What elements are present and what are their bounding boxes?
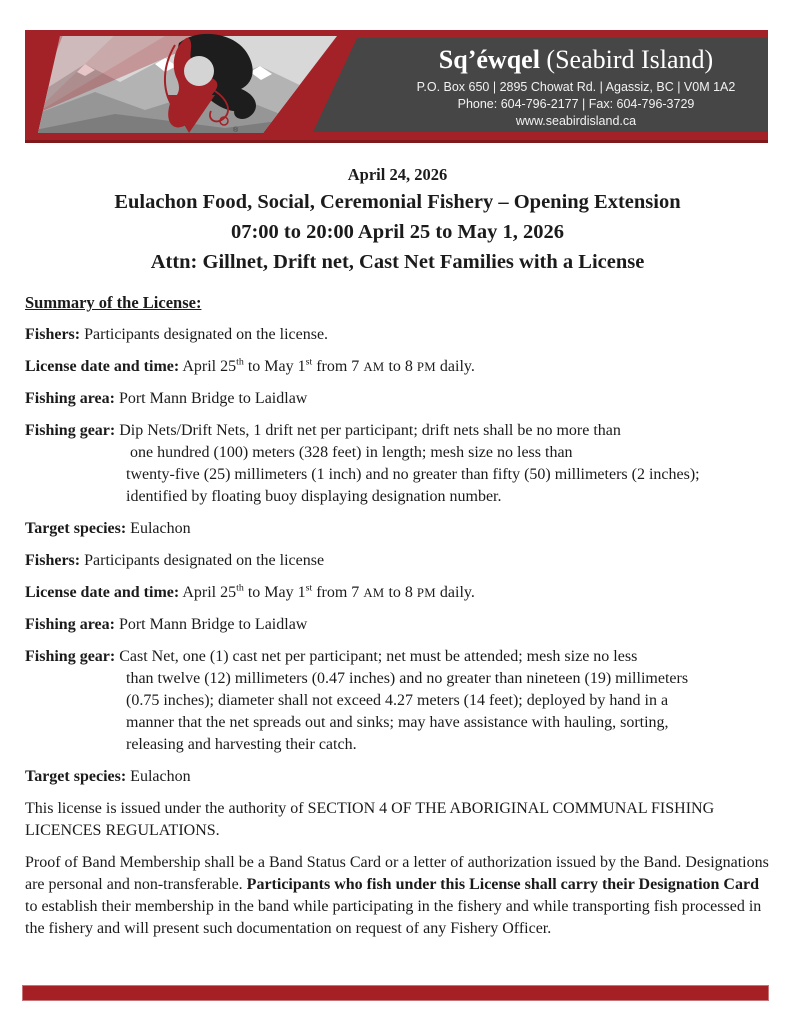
fishers-value: Participants designated on the license. <box>80 326 329 343</box>
datetime-text: to May 1 <box>243 358 306 375</box>
fishers-label: Fishers: <box>25 552 81 569</box>
datetime-text: April 25 <box>179 358 237 375</box>
datetime-text: daily. <box>435 358 475 375</box>
area-value: Port Mann Bridge to Laidlaw <box>114 390 308 407</box>
title-line-3: Attn: Gillnet, Drift net, Cast Net Families with a License <box>150 251 645 273</box>
phone-fax-line: Phone: 604-796-2177 | Fax: 604-796-3729 <box>457 97 695 111</box>
ordinal-suffix: th <box>236 356 244 368</box>
ordinal-suffix: st <box>305 582 313 594</box>
gear-text: Cast Net, one (1) cast net per participant; net must be attended; mesh size no less <box>115 648 638 665</box>
authority-paragraph: This license is issued under the authority of SECTION 4 OF THE ABORIGINAL COMMUNAL FISHING LICENCES REGULATIONS. <box>25 800 715 839</box>
ordinal-suffix: st <box>305 356 313 368</box>
svg-text:®: ® <box>233 127 239 134</box>
gear-line: releasing and harvesting their catch. <box>126 736 357 753</box>
gear-text: Dip Nets/Drift Nets, 1 drift net per participant; drift nets shall be no more than <box>115 422 621 439</box>
fishers-field-2 <box>25 550 770 572</box>
datetime-label: License date and time: <box>25 584 180 601</box>
gear-line: identified by floating buoy displaying designation number. <box>126 488 502 505</box>
title-line-1: Eulachon Food, Social, Ceremonial Fishery – Opening Extension <box>114 191 681 213</box>
fishers-field-1 <box>25 324 770 346</box>
gear-label: Fishing gear: <box>25 422 116 439</box>
datetime-label: License date and time: <box>25 358 180 375</box>
datetime-text: to May 1 <box>243 584 306 601</box>
am-smallcaps: AM <box>363 360 385 374</box>
fishing-area-field-1 <box>25 388 770 410</box>
org-name <box>403 45 749 75</box>
gear-line <box>25 646 770 668</box>
footer-rule <box>22 985 769 1001</box>
fishers-label: Fishers: <box>25 326 81 343</box>
letterhead-banner <box>25 30 768 143</box>
band-membership-paragraph <box>25 852 770 940</box>
thunderbird-logo-icon <box>117 33 273 137</box>
datetime-text: April 25 <box>179 584 237 601</box>
gear-line: one hundred (100) meters (328 feet) in length; mesh size no less than <box>126 444 573 461</box>
contact-panel-text <box>403 45 749 130</box>
target-species-field-1 <box>25 518 770 540</box>
species-label: Target species: <box>25 520 127 537</box>
am-smallcaps: AM <box>363 586 385 600</box>
org-name-primary: Sq’éwqel <box>438 45 540 74</box>
datetime-text: daily. <box>435 584 475 601</box>
gear-line: than twelve (12) millimeters (0.47 inches) and no greater than nineteen (19) millimeters <box>126 670 689 687</box>
area-value: Port Mann Bridge to Laidlaw <box>114 616 308 633</box>
fishers-value: Participants designated on the license <box>80 552 325 569</box>
band-bold-text: Participants who fish under this License shall carry their Designation Card <box>246 876 759 893</box>
title-line-2: 07:00 to 20:00 April 25 to May 1, 2026 <box>230 221 565 243</box>
gear-label: Fishing gear: <box>25 648 116 665</box>
gear-line <box>25 420 770 442</box>
notice-title <box>25 187 770 277</box>
datetime-text: to 8 <box>384 584 417 601</box>
website-url: www.seabirdisland.ca <box>515 114 637 128</box>
gear-line: manner that the net spreads out and sinks; may have assistance with hauling, sorting, <box>126 714 669 731</box>
target-species-field-2 <box>25 766 770 788</box>
datetime-text: to 8 <box>384 358 417 375</box>
notice-date: April 24, 2026 <box>347 165 448 184</box>
area-label: Fishing area: <box>25 390 115 407</box>
license-datetime-field-1 <box>25 356 770 378</box>
gear-line: (0.75 inches); diameter shall not exceed 4.27 meters (14 feet); deployed by hand in a <box>126 692 669 709</box>
fishing-gear-field-2 <box>25 646 770 756</box>
seabird-island-logo <box>117 33 273 137</box>
pm-smallcaps: PM <box>416 586 436 600</box>
pm-smallcaps: PM <box>416 360 436 374</box>
ordinal-suffix: th <box>236 582 244 594</box>
datetime-text: from 7 <box>312 584 364 601</box>
org-name-secondary: (Seabird Island) <box>539 45 714 74</box>
band-text: Proof of Band Membership shall be a Band Status Card or a letter of authorization issued by the Band. Designations are personal and non-transferable. <box>25 854 769 893</box>
area-label: Fishing area: <box>25 616 115 633</box>
license-datetime-field-2 <box>25 582 770 604</box>
species-value: Eulachon <box>126 520 191 537</box>
fishing-area-field-2 <box>25 614 770 636</box>
band-text: to establish their membership in the band while participating in the fishery and while transporting fish processed in the fishery and will present such documentation on request of any Fishery Officer. <box>25 898 762 937</box>
datetime-text: from 7 <box>312 358 364 375</box>
summary-heading: Summary of the License: <box>25 293 202 312</box>
species-label: Target species: <box>25 768 127 785</box>
address-line: P.O. Box 650 | 2895 Chowat Rd. | Agassiz, BC | V0M 1A2 <box>416 80 736 94</box>
fishing-gear-field-1 <box>25 420 770 508</box>
species-value: Eulachon <box>126 768 191 785</box>
notice-body <box>25 165 770 940</box>
gear-line: twenty-five (25) millimeters (1 inch) and no greater than fifty (50) millimeters (2 inches); <box>126 466 700 483</box>
